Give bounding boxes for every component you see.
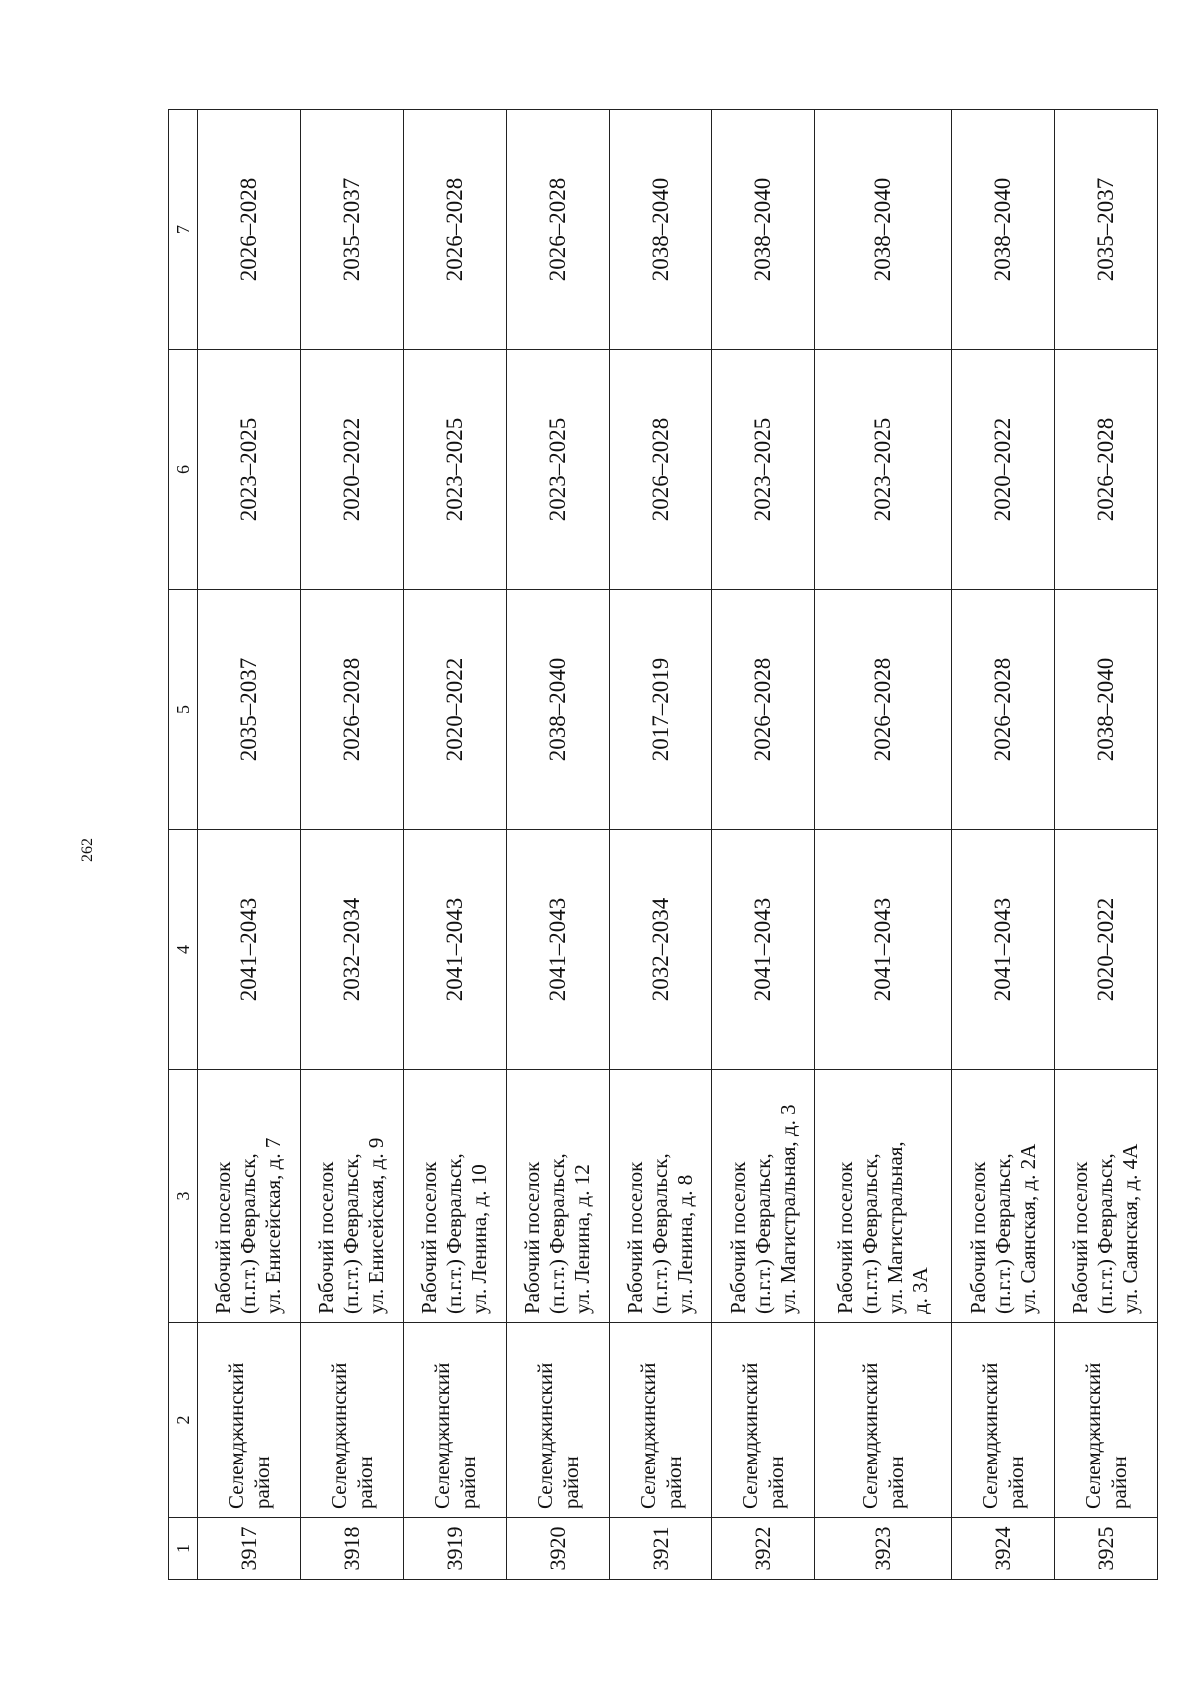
address-cell xyxy=(815,1070,952,1323)
period-cell-col7: 2038–2040 xyxy=(609,110,712,350)
district-line: Селемджинский xyxy=(738,1362,763,1509)
district-cell xyxy=(403,1323,506,1518)
period-cell-col6: 2023–2025 xyxy=(815,350,952,590)
district-line: Селемджинский xyxy=(635,1362,660,1509)
period-cell-col7: 2038–2040 xyxy=(712,110,815,350)
address-cell xyxy=(300,1070,403,1323)
period-cell-col5: 2026–2028 xyxy=(952,590,1055,830)
table-row xyxy=(712,110,815,1580)
period-cell-col7: 2026–2028 xyxy=(403,110,506,350)
row-number-cell: 3920 xyxy=(506,1518,609,1580)
district-line: район xyxy=(352,1456,377,1509)
district-line: Селемджинский xyxy=(532,1362,557,1509)
district-line: район xyxy=(884,1456,909,1509)
address-line: ул. Саянская, д. 4А xyxy=(1118,1143,1143,1314)
address-line: Рабочий поселок xyxy=(965,1161,990,1314)
address-line: д. 3А xyxy=(908,1267,933,1314)
period-cell-col6: 2023–2025 xyxy=(403,350,506,590)
period-cell-col6: 2026–2028 xyxy=(1054,350,1157,590)
table-row xyxy=(1054,110,1157,1580)
period-cell-col4: 2041–2043 xyxy=(815,830,952,1070)
column-header: 6 xyxy=(169,350,198,590)
district-line: Селемджинский xyxy=(429,1362,454,1509)
table-row xyxy=(815,110,952,1580)
address-line: (п.г.т.) Февральск, xyxy=(858,1153,883,1314)
period-cell-col5: 2026–2028 xyxy=(300,590,403,830)
period-cell-col5: 2026–2028 xyxy=(815,590,952,830)
district-cell xyxy=(506,1323,609,1518)
district-cell xyxy=(300,1323,403,1518)
header-row xyxy=(169,110,198,1580)
address-line: Рабочий поселок xyxy=(725,1161,750,1314)
address-line: Рабочий поселок xyxy=(833,1161,858,1314)
table-row xyxy=(300,110,403,1580)
table-row xyxy=(198,110,301,1580)
district-cell xyxy=(952,1323,1055,1518)
district-line: район xyxy=(1004,1456,1029,1509)
address-line: ул. Ленина, д. 8 xyxy=(673,1174,697,1314)
district-line: Селемджинский xyxy=(223,1362,248,1509)
address-cell xyxy=(1054,1070,1157,1323)
row-number-cell: 3917 xyxy=(198,1518,301,1580)
period-cell-col6: 2023–2025 xyxy=(506,350,609,590)
period-cell-col5: 2035–2037 xyxy=(198,590,301,830)
district-line: район xyxy=(764,1456,789,1509)
column-header: 2 xyxy=(169,1323,198,1518)
row-number-cell: 3923 xyxy=(815,1518,952,1580)
table-row xyxy=(506,110,609,1580)
address-line: (п.г.т.) Февральск, xyxy=(648,1153,672,1314)
address-line: ул. Магистральная, xyxy=(883,1141,908,1314)
table-body xyxy=(198,110,1158,1580)
address-line: Рабочий поселок xyxy=(314,1161,339,1314)
period-cell-col7: 2038–2040 xyxy=(815,110,952,350)
period-cell-col4: 2041–2043 xyxy=(712,830,815,1070)
district-cell xyxy=(815,1323,952,1518)
row-number-cell: 3918 xyxy=(300,1518,403,1580)
column-header: 3 xyxy=(169,1070,198,1323)
data-table xyxy=(168,109,1158,1580)
period-cell-col6: 2020–2022 xyxy=(300,350,403,590)
column-header: 7 xyxy=(169,110,198,350)
period-cell-col5: 2026–2028 xyxy=(712,590,815,830)
address-cell xyxy=(712,1070,815,1323)
address-line: ул. Саянская, д. 2А xyxy=(1015,1143,1040,1314)
period-cell-col6: 2026–2028 xyxy=(609,350,712,590)
period-cell-col7: 2026–2028 xyxy=(198,110,301,350)
table-row xyxy=(403,110,506,1580)
address-line: ул. Ленина, д. 10 xyxy=(467,1164,492,1314)
period-cell-col4: 2041–2043 xyxy=(403,830,506,1070)
district-cell xyxy=(198,1323,301,1518)
period-cell-col6: 2023–2025 xyxy=(712,350,815,590)
period-cell-col5: 2038–2040 xyxy=(1054,590,1157,830)
address-line: (п.г.т.) Февральск, xyxy=(545,1153,570,1314)
period-cell-col4: 2032–2034 xyxy=(300,830,403,1070)
address-cell xyxy=(403,1070,506,1323)
address-line: (п.г.т.) Февральск, xyxy=(990,1153,1015,1314)
period-cell-col7: 2035–2037 xyxy=(300,110,403,350)
period-cell-col6: 2020–2022 xyxy=(952,350,1055,590)
row-number-cell: 3919 xyxy=(403,1518,506,1580)
address-line: ул. Магистральная, д. 3 xyxy=(775,1104,800,1314)
district-line: Селемджинский xyxy=(1080,1362,1105,1509)
address-line: (п.г.т.) Февральск, xyxy=(339,1153,364,1314)
table-container xyxy=(168,110,1158,1580)
row-number-cell: 3925 xyxy=(1054,1518,1157,1580)
address-line: (п.г.т.) Февральск, xyxy=(442,1153,467,1314)
address-cell xyxy=(506,1070,609,1323)
district-cell xyxy=(1054,1323,1157,1518)
column-header: 5 xyxy=(169,590,198,830)
address-line: Рабочий поселок xyxy=(520,1161,545,1314)
address-cell xyxy=(198,1070,301,1323)
table-rotated xyxy=(168,110,1158,1580)
period-cell-col6: 2023–2025 xyxy=(198,350,301,590)
period-cell-col4: 2041–2043 xyxy=(506,830,609,1070)
district-line: район xyxy=(249,1456,274,1509)
district-line: район xyxy=(661,1456,686,1509)
address-line: (п.г.т.) Февральск, xyxy=(236,1153,261,1314)
address-line: (п.г.т.) Февральск, xyxy=(1093,1153,1118,1314)
address-line: (п.г.т.) Февральск, xyxy=(750,1153,775,1314)
period-cell-col7: 2026–2028 xyxy=(506,110,609,350)
period-cell-col5: 2038–2040 xyxy=(506,590,609,830)
row-number-cell: 3924 xyxy=(952,1518,1055,1580)
address-line: ул. Ленина, д. 12 xyxy=(570,1164,595,1314)
period-cell-col4: 2041–2043 xyxy=(198,830,301,1070)
district-line: район xyxy=(455,1456,480,1509)
table-row xyxy=(609,110,712,1580)
row-number-cell: 3921 xyxy=(609,1518,712,1580)
period-cell-col5: 2017–2019 xyxy=(609,590,712,830)
district-line: район xyxy=(1106,1456,1131,1509)
district-cell xyxy=(609,1323,712,1518)
column-header: 4 xyxy=(169,830,198,1070)
page-number: 262 xyxy=(79,838,96,862)
period-cell-col7: 2035–2037 xyxy=(1054,110,1157,350)
address-line: Рабочий поселок xyxy=(417,1161,442,1314)
column-header: 1 xyxy=(169,1518,198,1580)
period-cell-col5: 2020–2022 xyxy=(403,590,506,830)
row-number-cell: 3922 xyxy=(712,1518,815,1580)
district-line: Селемджинский xyxy=(978,1362,1003,1509)
address-cell xyxy=(609,1070,712,1323)
address-line: Рабочий поселок xyxy=(1068,1161,1093,1314)
district-cell xyxy=(712,1323,815,1518)
period-cell-col7: 2038–2040 xyxy=(952,110,1055,350)
district-line: Селемджинский xyxy=(858,1362,883,1509)
address-line: ул. Енисейская, д. 9 xyxy=(364,1137,389,1314)
address-line: ул. Енисейская, д. 7 xyxy=(261,1137,286,1314)
period-cell-col4: 2032–2034 xyxy=(609,830,712,1070)
address-cell xyxy=(952,1070,1055,1323)
period-cell-col4: 2020–2022 xyxy=(1054,830,1157,1070)
address-line: Рабочий поселок xyxy=(211,1161,236,1314)
address-line: Рабочий поселок xyxy=(623,1161,647,1314)
period-cell-col4: 2041–2043 xyxy=(952,830,1055,1070)
district-line: Селемджинский xyxy=(326,1362,351,1509)
table-row xyxy=(952,110,1055,1580)
district-line: район xyxy=(558,1456,583,1509)
